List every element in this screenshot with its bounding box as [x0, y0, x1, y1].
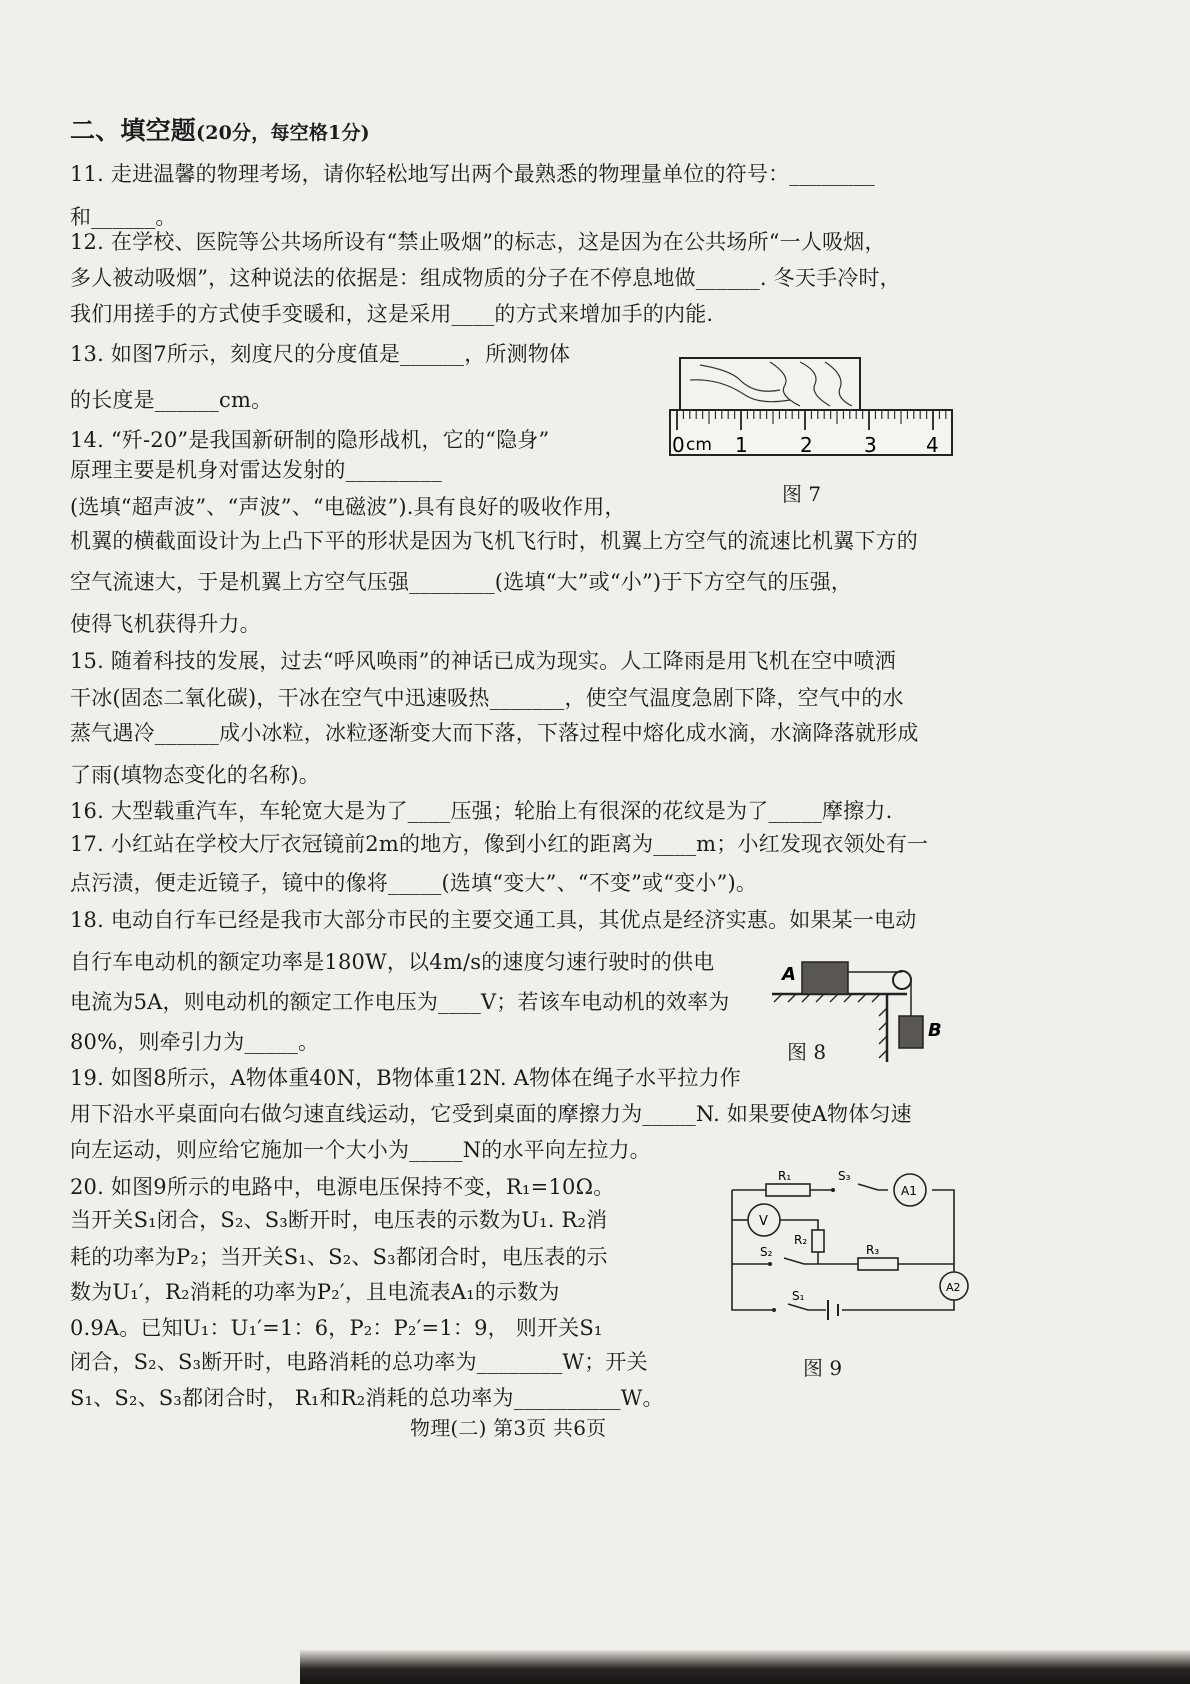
figure-9-caption: 图 9	[803, 1356, 843, 1380]
question-20-line-1: 20. 如图9所示的电路中，电源电压保持不变，R₁=10Ω。	[70, 1175, 615, 1199]
question-18-line-4: 80%，则牵引力为_____。	[70, 1030, 320, 1054]
question-13-line-1: 13. 如图7所示，刻度尺的分度值是______，所测物体	[70, 342, 571, 366]
resistor-r2	[812, 1230, 824, 1252]
page-footer: 物理(二) 第3页 共6页	[410, 1416, 607, 1440]
label-v: V	[759, 1214, 768, 1229]
question-11-line-1: 11. 走进温馨的物理考场，请你轻松地写出两个最熟悉的物理量单位的符号：________	[70, 162, 875, 186]
question-15-line-1: 15. 随着科技的发展，过去“呼风唤雨”的神话已成为现实。人工降雨是用飞机在空中喷洒	[70, 649, 896, 673]
figure-7	[660, 350, 960, 470]
question-12-line-2: 多人被动吸烟”，这种说法的依据是：组成物质的分子在不停息地做______. 冬天手冷时，	[70, 266, 901, 290]
ruler-number-4: 4	[926, 433, 939, 457]
question-17-line-2: 点污渍，便走近镜子，镜中的像将_____(选填“变大”、“不变”或“变小”)。	[70, 871, 758, 895]
label-s3: S₃	[838, 1169, 851, 1183]
ruler-number-1: 1	[735, 433, 748, 457]
question-18-line-2: 自行车电动机的额定功率是180W，以4m/s的速度匀速行驶时的供电	[70, 950, 715, 974]
label-r1: R₁	[778, 1169, 792, 1183]
ruler-number-0: 0	[672, 433, 685, 457]
figure-7-caption: 图 7	[782, 482, 822, 506]
question-17-line-1: 17. 小红站在学校大厅衣冠镜前2m的地方，像到小红的距离为____m；小红发现衣领处有一	[70, 832, 929, 856]
ruler-number-2: 2	[800, 433, 813, 457]
block-b	[899, 1016, 923, 1048]
question-18-line-3: 电流为5A，则电动机的额定工作电压为____V；若该车电动机的效率为	[70, 990, 730, 1014]
resistor-r3	[858, 1258, 898, 1270]
question-12-line-3: 我们用搓手的方式使手变暖和，这是采用____的方式来增加手的内能.	[70, 302, 714, 326]
label-a: A	[782, 964, 796, 985]
question-20-line-3: 耗的功率为P₂；当开关S₁、S₂、S₃都闭合时，电压表的示	[70, 1245, 608, 1269]
ruler-number-3: 3	[864, 433, 877, 457]
figure-9	[718, 1160, 978, 1340]
question-11-line-2: 和______。	[70, 205, 177, 229]
block-a	[802, 962, 848, 994]
label-r3: R₃	[866, 1243, 880, 1257]
ruler	[670, 410, 952, 457]
question-14-line-3: (选填“超声波”、“声波”、“电磁波”).具有良好的吸收作用，	[70, 495, 626, 519]
label-s1: S₁	[792, 1289, 805, 1303]
label-b: B	[928, 1020, 942, 1041]
section-heading	[70, 118, 370, 143]
question-18-line-1: 18. 电动自行车已经是我市大部分市民的主要交通工具，其优点是经济实惠。如果某一电动	[70, 908, 917, 932]
ruler-unit-label: cm	[686, 435, 712, 455]
question-13-line-2: 的长度是______cm。	[70, 388, 273, 412]
question-14-line-5: 空气流速大，于是机翼上方空气压强________(选填“大”或“小”)于下方空气的压强，	[70, 570, 853, 594]
question-20-line-6: 闭合，S₂、S₃断开时，电路消耗的总功率为________W；开关	[70, 1350, 648, 1374]
question-14-line-4: 机翼的横截面设计为上凸下平的形状是因为飞机飞行时，机翼上方空气的流速比机翼下方的	[70, 529, 918, 553]
question-19-line-1: 19. 如图8所示，A物体重40N，B物体重12N. A物体在绳子水平拉力作	[70, 1066, 741, 1090]
question-19-line-3: 向左运动，则应给它施加一个大小为_____N的水平向左拉力。	[70, 1138, 651, 1162]
question-20-line-2: 当开关S₁闭合，S₂、S₃断开时，电压表的示数为U₁. R₂消	[70, 1208, 608, 1232]
question-19-line-2: 用下沿水平桌面向右做匀速直线运动，它受到桌面的摩擦力为_____N. 如果要使A物体匀速	[70, 1102, 912, 1126]
section-title: 二、填空题	[70, 116, 197, 145]
label-a2: A2	[946, 1281, 961, 1294]
question-15-line-4: 了雨(填物态变化的名称)。	[70, 763, 320, 787]
question-15-line-2: 干冰(固态二氧化碳)，干冰在空气中迅速吸热_______，使空气温度急剧下降，空气中的水	[70, 686, 904, 710]
question-14-line-6: 使得飞机获得升力。	[70, 612, 261, 636]
figure-8-caption: 图 8	[787, 1040, 827, 1064]
question-16-line-1: 16. 大型载重汽车，车轮宽大是为了____压强；轮胎上有很深的花纹是为了_____摩擦力.	[70, 799, 893, 823]
label-r2: R₂	[794, 1233, 808, 1247]
question-14-line-1: 14. “歼-20”是我国新研制的隐形战机，它的“隐身”	[70, 428, 550, 452]
question-20-line-5: 0.9A。已知U₁：U₁′=1：6，P₂：P₂′=1：9， 则开关S₁	[70, 1316, 603, 1340]
scan-edge-shadow	[300, 1650, 1190, 1684]
question-14-line-2: 原理主要是机身对雷达发射的_________	[70, 458, 442, 482]
resistor-r1	[766, 1184, 810, 1196]
label-a1: A1	[901, 1184, 917, 1198]
question-20-line-7: S₁、S₂、S₃都闭合时， R₁和R₂消耗的总功率为__________W。	[70, 1386, 664, 1410]
question-20-line-4: 数为U₁′，R₂消耗的功率为P₂′，且电流表A₁的示数为	[70, 1280, 560, 1304]
section-note: (20分，每空格1分)	[196, 122, 370, 144]
question-15-line-3: 蒸气遇冷______成小冰粒，冰粒逐渐变大而下落，下落过程中熔化成水滴，水滴降落就形成	[70, 721, 919, 745]
wood-block	[680, 358, 860, 410]
question-12-line-1: 12. 在学校、医院等公共场所设有“禁止吸烟”的标志，这是因为在公共场所“一人吸烟，	[70, 230, 886, 254]
pulley	[893, 971, 911, 989]
battery	[828, 1300, 838, 1320]
label-s2: S₂	[760, 1245, 773, 1259]
